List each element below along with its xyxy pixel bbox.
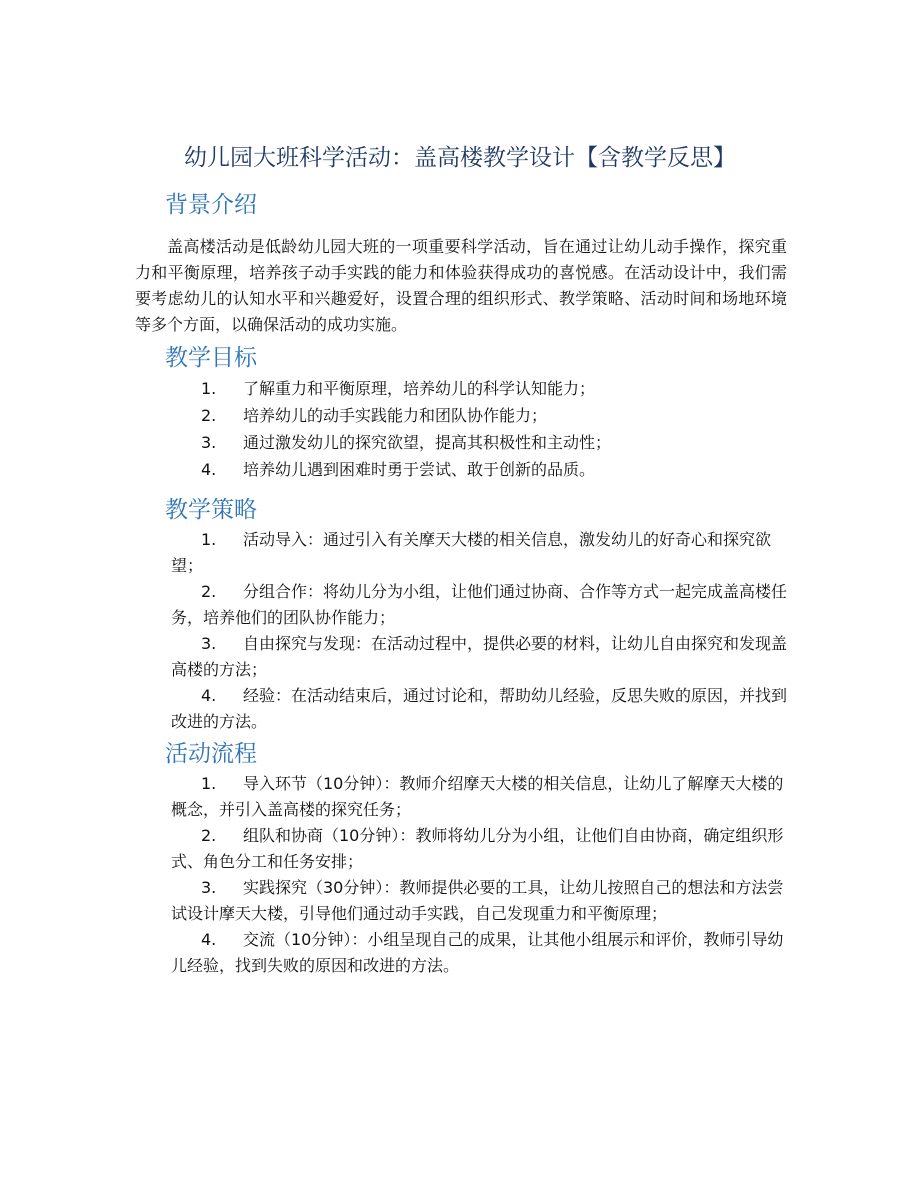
list-item-text: 经验：在活动结束后，通过讨论和，帮助幼儿经验，反思失败的原因，并找到改进的方法。 bbox=[171, 686, 788, 731]
list-item-text: 分组合作：将幼儿分为小组，让他们通过协商、合作等方式一起完成盖高楼任务，培养他们的团队协作能力； bbox=[171, 582, 788, 627]
list-item bbox=[0, 683, 920, 735]
goals-list bbox=[0, 376, 920, 484]
list-item-text: 组队和协商（10分钟）：教师将幼儿分为小组，让他们自由协商，确定组织形式、角色分工和任务安排； bbox=[171, 826, 784, 871]
process-list bbox=[0, 771, 920, 979]
list-item-text: 自由探究与发现：在活动过程中，提供必要的材料，让幼儿自由探究和发现盖高楼的方法； bbox=[171, 634, 788, 679]
list-item-number: 3. bbox=[201, 433, 217, 452]
list-item-number: 2. bbox=[201, 406, 217, 425]
list-item-number: 1. bbox=[201, 530, 217, 549]
list-item bbox=[0, 771, 920, 823]
section-heading-process: 活动流程 bbox=[165, 741, 257, 767]
list-item-text: 培养幼儿的动手实践能力和团队协作能力； bbox=[243, 406, 548, 425]
list-item-number: 4. bbox=[201, 930, 217, 949]
list-item-number: 3. bbox=[201, 878, 217, 897]
list-item bbox=[0, 527, 920, 579]
list-item-number: 2. bbox=[201, 826, 217, 845]
list-item bbox=[0, 403, 920, 430]
section-heading-background: 背景介绍 bbox=[165, 192, 257, 218]
background-paragraph: 盖高楼活动是低龄幼儿园大班的一项重要科学活动，旨在通过让幼儿动手操作，探究重力和平衡原理，培养孩子动手实践的能力和体验获得成功的喜悦感。在活动设计中，我们需要考虑幼儿的认知水平和兴趣爱好，设置合理的组织形式、教学策略、活动时间和场地环境等多个方面，以确保活动的成功实施。 bbox=[135, 237, 787, 334]
list-item bbox=[0, 457, 920, 484]
list-item bbox=[0, 430, 920, 457]
list-item bbox=[0, 927, 920, 979]
list-item-text: 导入环节（10分钟）：教师介绍摩天大楼的相关信息，让幼儿了解摩天大楼的概念，并引入盖高楼的探究任务； bbox=[171, 774, 784, 819]
list-item-text: 活动导入：通过引入有关摩天大楼的相关信息，激发幼儿的好奇心和探究欲望； bbox=[171, 530, 772, 575]
list-item bbox=[0, 376, 920, 403]
list-item-text: 交流（10分钟）：小组呈现自己的成果，让其他小组展示和评价，教师引导幼儿经验，找到失败的原因和改进的方法。 bbox=[171, 930, 784, 975]
list-item bbox=[0, 631, 920, 683]
strategies-list bbox=[0, 527, 920, 735]
list-item-number: 1. bbox=[201, 774, 217, 793]
section-heading-goals: 教学目标 bbox=[165, 345, 257, 371]
list-item bbox=[0, 823, 920, 875]
list-item-text: 培养幼儿遇到困难时勇于尝试、敢于创新的品质。 bbox=[243, 460, 596, 479]
list-item-text: 了解重力和平衡原理，培养幼儿的科学认知能力； bbox=[243, 379, 596, 398]
list-item-number: 3. bbox=[201, 634, 217, 653]
list-item-number: 4. bbox=[201, 460, 217, 479]
document-title: 幼儿园大班科学活动：盖高楼教学设计【含教学反思】 bbox=[184, 145, 736, 171]
list-item-text: 通过激发幼儿的探究欲望，提高其积极性和主动性； bbox=[243, 433, 612, 452]
list-item-number: 2. bbox=[201, 582, 217, 601]
list-item-text: 实践探究（30分钟）：教师提供必要的工具，让幼儿按照自己的想法和方法尝试设计摩天大楼，引导他们通过动手实践，自己发现重力和平衡原理； bbox=[171, 878, 784, 923]
list-item-number: 1. bbox=[201, 379, 217, 398]
section-heading-strategies: 教学策略 bbox=[165, 497, 257, 523]
list-item bbox=[0, 875, 920, 927]
list-item-number: 4. bbox=[201, 686, 217, 705]
list-item bbox=[0, 579, 920, 631]
